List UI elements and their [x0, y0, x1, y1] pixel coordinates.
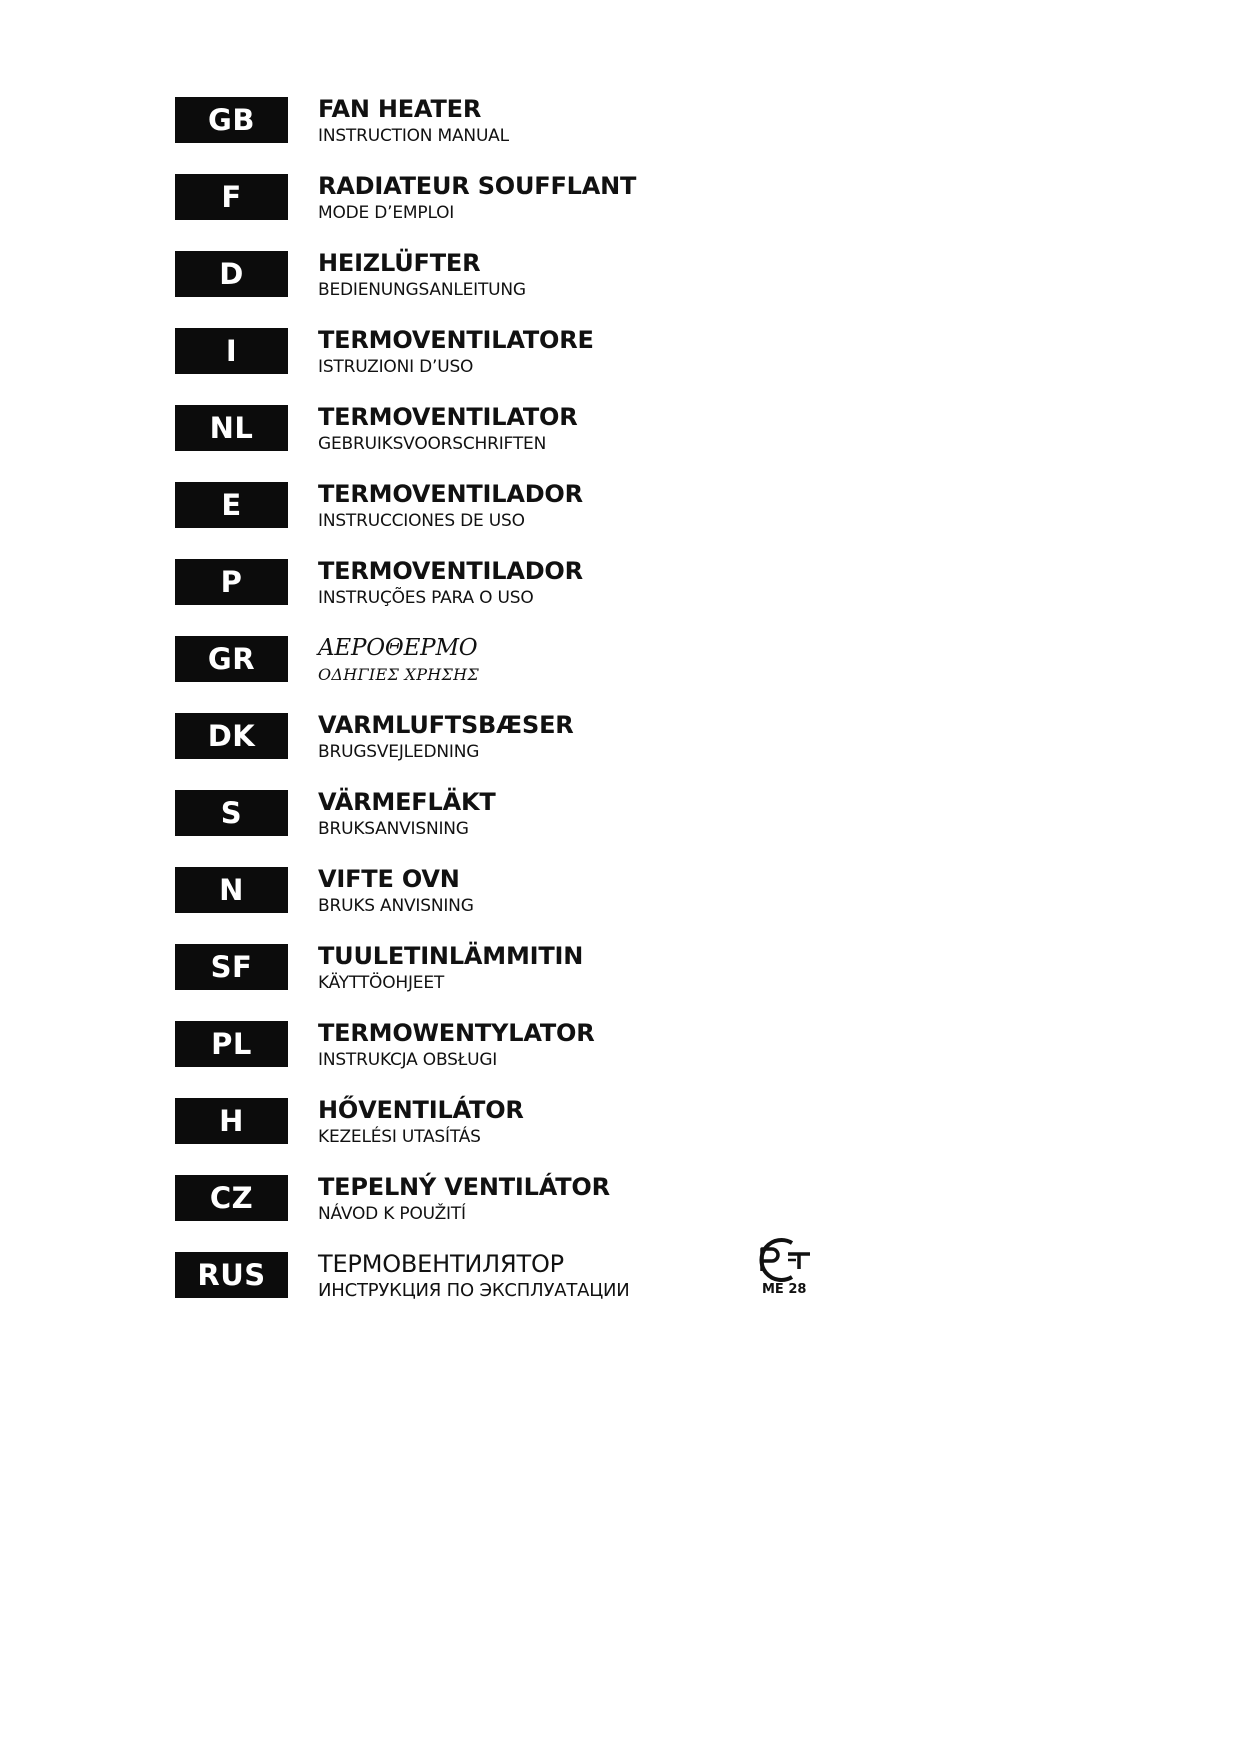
product-title: TERMOVENTILADOR: [318, 480, 583, 508]
language-texts: [318, 556, 583, 609]
product-title: VARMLUFTSBÆSER: [318, 711, 574, 739]
language-code-badge: N: [175, 867, 288, 913]
manual-subtitle: ISTRUZIONI D’USO: [318, 357, 474, 377]
manual-subtitle: INSTRUCTION MANUAL: [318, 126, 509, 146]
language-code-badge: P: [175, 559, 288, 605]
language-row-dk: [175, 710, 875, 787]
manual-subtitle: BRUKSANVISNING: [318, 819, 469, 839]
product-title: TUULETINLÄMMITIN: [318, 942, 584, 970]
product-title: TERMOVENTILATORE: [318, 326, 594, 354]
language-code-badge: PL: [175, 1021, 288, 1067]
manual-subtitle: KÄYTTÖOHJEET: [318, 973, 445, 993]
language-row-p: [175, 556, 875, 633]
language-texts: [318, 171, 636, 224]
manual-subtitle: INSTRUKCJA OBSŁUGI: [318, 1050, 498, 1070]
manual-subtitle: INSTRUÇÕES PARA O USO: [318, 588, 534, 608]
language-texts: [318, 864, 474, 917]
language-code-badge: E: [175, 482, 288, 528]
language-texts: [318, 402, 578, 455]
language-row-i: [175, 325, 875, 402]
language-texts: [318, 1018, 595, 1071]
language-row-gr: [175, 633, 875, 710]
language-row-n: [175, 864, 875, 941]
product-title: ΑΕΡΟΘΕΡΜΟ: [318, 635, 478, 661]
language-code-badge: F: [175, 174, 288, 220]
language-texts: [318, 94, 509, 147]
product-title: RADIATEUR SOUFFLANT: [318, 172, 637, 200]
language-texts: [318, 325, 594, 378]
product-title: TERMOWENTYLATOR: [318, 1019, 595, 1047]
product-title: FAN HEATER: [318, 95, 482, 123]
language-texts: [318, 710, 574, 763]
language-row-s: [175, 787, 875, 864]
language-code-badge: DK: [175, 713, 288, 759]
language-row-gb: [175, 94, 875, 171]
product-title: VIFTE OVN: [318, 865, 460, 893]
language-code-badge: SF: [175, 944, 288, 990]
manual-subtitle: NÁVOD K POUŽITÍ: [318, 1204, 466, 1224]
language-texts: [318, 1249, 630, 1302]
language-code-badge: CZ: [175, 1175, 288, 1221]
language-texts: [318, 787, 496, 840]
manual-subtitle: BRUGSVEJLEDNING: [318, 742, 480, 762]
language-texts: [318, 1095, 524, 1148]
manual-subtitle: BEDIENUNGSANLEITUNG: [318, 280, 526, 300]
certification-label: ME 28: [762, 1282, 807, 1297]
product-title: HEIZLÜFTER: [318, 249, 481, 277]
language-row-f: [175, 171, 875, 248]
language-code-badge: H: [175, 1098, 288, 1144]
manual-subtitle: ΟΔΗΓΙΕΣ ΧΡΗΣΗΣ: [318, 665, 480, 684]
manual-subtitle: BRUKS ANVISNING: [318, 896, 474, 916]
language-row-d: [175, 248, 875, 325]
product-title: TERMOVENTILADOR: [318, 557, 583, 585]
language-row-pl: [175, 1018, 875, 1095]
language-row-nl: [175, 402, 875, 479]
language-texts: [318, 479, 583, 532]
language-texts: [318, 248, 526, 301]
language-code-badge: S: [175, 790, 288, 836]
certification-mark: [748, 1237, 828, 1297]
product-title: ТЕРМОВЕНТИЛЯТОР: [318, 1250, 564, 1278]
language-list: [175, 94, 875, 1326]
language-row-h: [175, 1095, 875, 1172]
language-texts: [318, 941, 583, 994]
language-row-e: [175, 479, 875, 556]
manual-subtitle: INSTRUCCIONES DE USO: [318, 511, 525, 531]
gost-r-certification-icon: [748, 1237, 828, 1283]
product-title: TERMOVENTILATOR: [318, 403, 578, 431]
language-texts: [318, 1172, 610, 1225]
manual-subtitle: MODE D’EMPLOI: [318, 203, 455, 223]
language-code-badge: I: [175, 328, 288, 374]
manual-subtitle: GEBRUIKSVOORSCHRIFTEN: [318, 434, 547, 454]
language-row-sf: [175, 941, 875, 1018]
language-code-badge: NL: [175, 405, 288, 451]
product-title: HŐVENTILÁTOR: [318, 1096, 524, 1124]
product-title: VÄRMEFLÄKT: [318, 788, 496, 816]
language-texts: [318, 633, 479, 686]
manual-subtitle: ИНСТРУКЦИЯ ПО ЭКСПЛУАТАЦИИ: [318, 1280, 630, 1301]
language-code-badge: RUS: [175, 1252, 288, 1298]
product-title: TEPELNÝ VENTILÁTOR: [318, 1173, 610, 1201]
language-code-badge: D: [175, 251, 288, 297]
manual-subtitle: KEZELÉSI UTASÍTÁS: [318, 1127, 481, 1147]
language-code-badge: GR: [175, 636, 288, 682]
language-code-badge: GB: [175, 97, 288, 143]
